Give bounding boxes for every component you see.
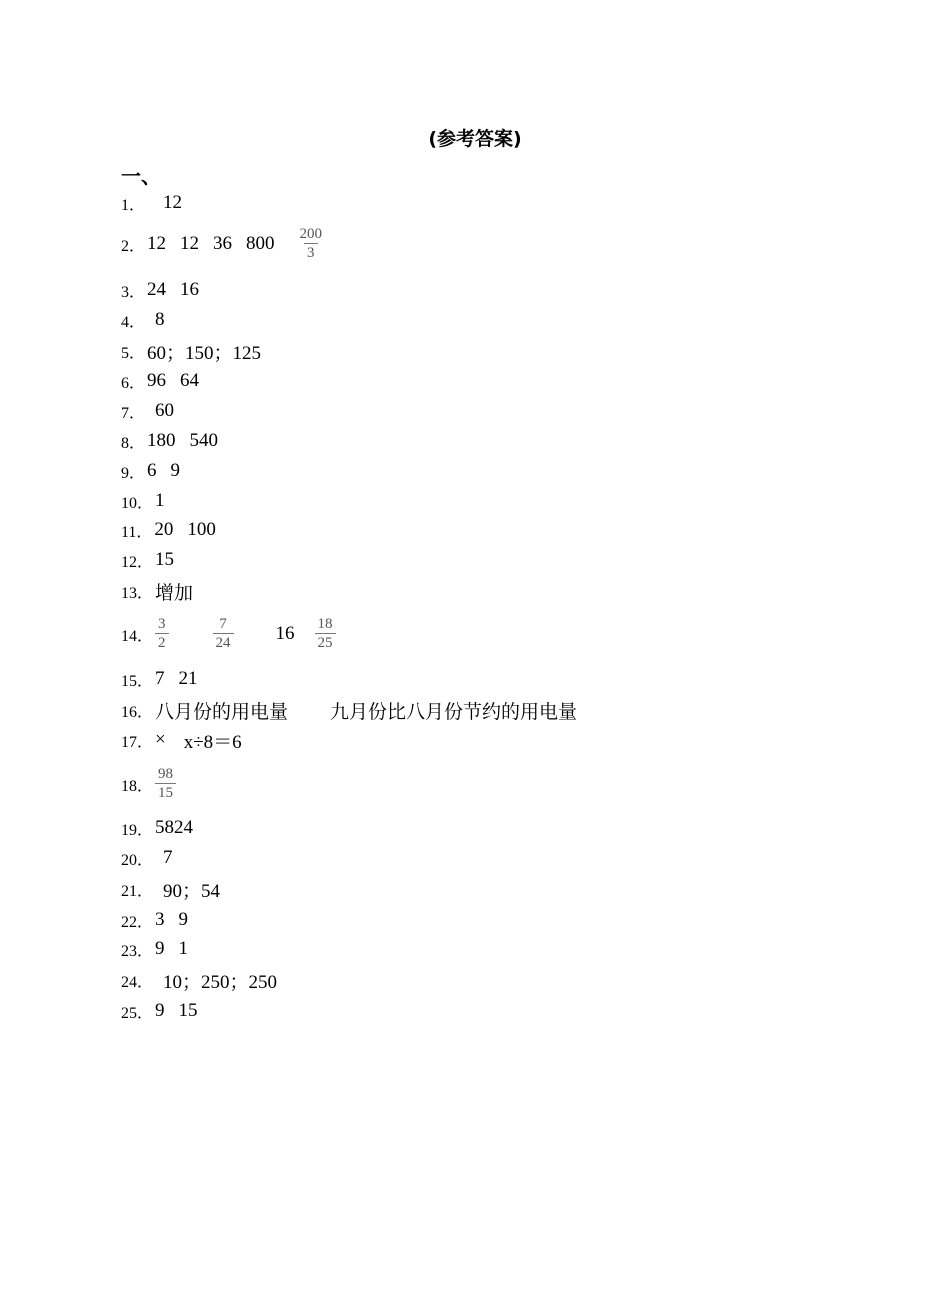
answer-value: 16: [275, 623, 295, 644]
page-title: (参考答案): [428, 128, 522, 150]
answer-16: [121, 698, 591, 722]
answer-value: 9: [155, 1000, 165, 1021]
answer-18: [121, 763, 190, 805]
answer-value: 1: [178, 938, 189, 959]
answer-19: [121, 816, 207, 840]
answer-7: [121, 399, 188, 423]
answer-value: 9: [155, 938, 165, 959]
answer-value: 540: [189, 430, 219, 451]
fraction-denominator: 3: [304, 243, 318, 262]
answer-number: 12．: [121, 553, 154, 571]
answer-number: 17．: [121, 733, 154, 751]
answer-value: 7: [163, 847, 173, 868]
answer-11: [121, 518, 230, 542]
answer-17: [121, 728, 256, 752]
answer-value: 12: [163, 192, 183, 213]
answer-number: 8．: [121, 434, 146, 452]
answer-value: 6: [147, 460, 157, 481]
answer-number: 4．: [121, 313, 146, 331]
answer-value: 12: [147, 233, 167, 254]
answer-22: [121, 908, 202, 932]
answer-number: 13．: [121, 584, 154, 602]
answer-number: 16．: [121, 703, 154, 721]
fraction-denominator: 15: [155, 783, 176, 802]
answer-number: 19．: [121, 821, 154, 839]
answer-15: [121, 667, 212, 691]
fraction: [297, 226, 326, 262]
section-heading: 一、: [121, 164, 161, 188]
answer-number: 14．: [121, 627, 154, 645]
answer-value: 3: [155, 909, 165, 930]
answer-21: [121, 877, 234, 901]
answer-number: 2．: [121, 237, 146, 255]
answer-value: 1: [155, 490, 165, 511]
answer-3: [121, 278, 213, 302]
fraction-numerator: 18: [317, 616, 333, 632]
answer-13: [121, 579, 207, 603]
answer-value: 800: [246, 233, 275, 254]
answer-number: 22．: [121, 913, 154, 931]
answer-value: x÷8＝6: [183, 731, 242, 753]
answer-value: 100: [187, 519, 216, 540]
answer-value: 64: [180, 370, 200, 391]
answer-number: 25．: [121, 1004, 154, 1022]
answer-value: 16: [180, 279, 200, 300]
answer-value: 60: [155, 400, 175, 421]
answer-value: 180: [147, 430, 176, 451]
answer-value: 21: [178, 668, 198, 689]
fraction-numerator: 200: [299, 226, 323, 242]
fraction-denominator: 24: [213, 633, 234, 652]
answer-value: 增加: [155, 582, 194, 604]
answer-number: 24．: [121, 973, 154, 991]
answer-value: 7: [155, 668, 165, 689]
fraction-numerator: 7: [219, 616, 227, 632]
fraction: [155, 616, 169, 652]
answer-1: [121, 191, 196, 215]
answer-4: [121, 308, 179, 332]
answer-value: 10；250；250: [163, 971, 278, 993]
fraction-denominator: 2: [155, 633, 169, 652]
answer-value: 90；54: [163, 880, 221, 902]
answer-value: 15: [178, 1000, 198, 1021]
answer-value: 20: [154, 519, 174, 540]
answer-8: [121, 429, 232, 453]
fraction-numerator: 3: [158, 616, 166, 632]
answer-value: 5824: [155, 817, 194, 838]
answer-number: 1．: [121, 196, 146, 214]
answer-9: [121, 459, 194, 483]
answer-number: 9．: [121, 464, 146, 482]
answer-12: [121, 548, 188, 572]
answer-number: 7．: [121, 404, 146, 422]
answer-6: [121, 369, 213, 393]
answer-value: 8: [155, 309, 165, 330]
answer-value: 12: [180, 233, 200, 254]
answer-value: 9: [178, 909, 189, 930]
answer-number: 11．: [121, 523, 153, 541]
answer-value: 九月份比八月份节约的用电量: [330, 701, 578, 723]
answer-number: 3．: [121, 283, 146, 301]
answer-number: 6．: [121, 374, 146, 392]
answer-25: [121, 999, 212, 1023]
fraction: [315, 616, 336, 652]
answer-24: [121, 968, 291, 992]
answer-value: 24: [147, 279, 167, 300]
answer-2: [121, 224, 339, 264]
fraction-denominator: 25: [315, 633, 336, 652]
fraction: [213, 616, 234, 652]
answer-value: 96: [147, 370, 167, 391]
answer-value: 八月份的用电量: [155, 701, 289, 723]
answer-5: [121, 339, 275, 363]
answer-value: 36: [213, 233, 233, 254]
answer-number: 10．: [121, 494, 154, 512]
answer-number: 20．: [121, 851, 154, 869]
answer-number: 5．: [121, 344, 146, 362]
answer-14: [121, 614, 350, 654]
answer-10: [121, 489, 179, 513]
answer-number: 21．: [121, 882, 154, 900]
answer-value: ×: [155, 729, 166, 750]
answer-number: 15．: [121, 672, 154, 690]
answer-23: [121, 937, 202, 961]
answer-number: 23．: [121, 942, 154, 960]
answer-20: [121, 846, 187, 870]
answer-value: 15: [155, 549, 175, 570]
fraction: [155, 766, 176, 802]
answer-number: 18．: [121, 777, 154, 795]
answer-value: 60；150；125: [147, 342, 262, 364]
answer-value: 9: [170, 460, 181, 481]
fraction-numerator: 98: [158, 766, 174, 782]
